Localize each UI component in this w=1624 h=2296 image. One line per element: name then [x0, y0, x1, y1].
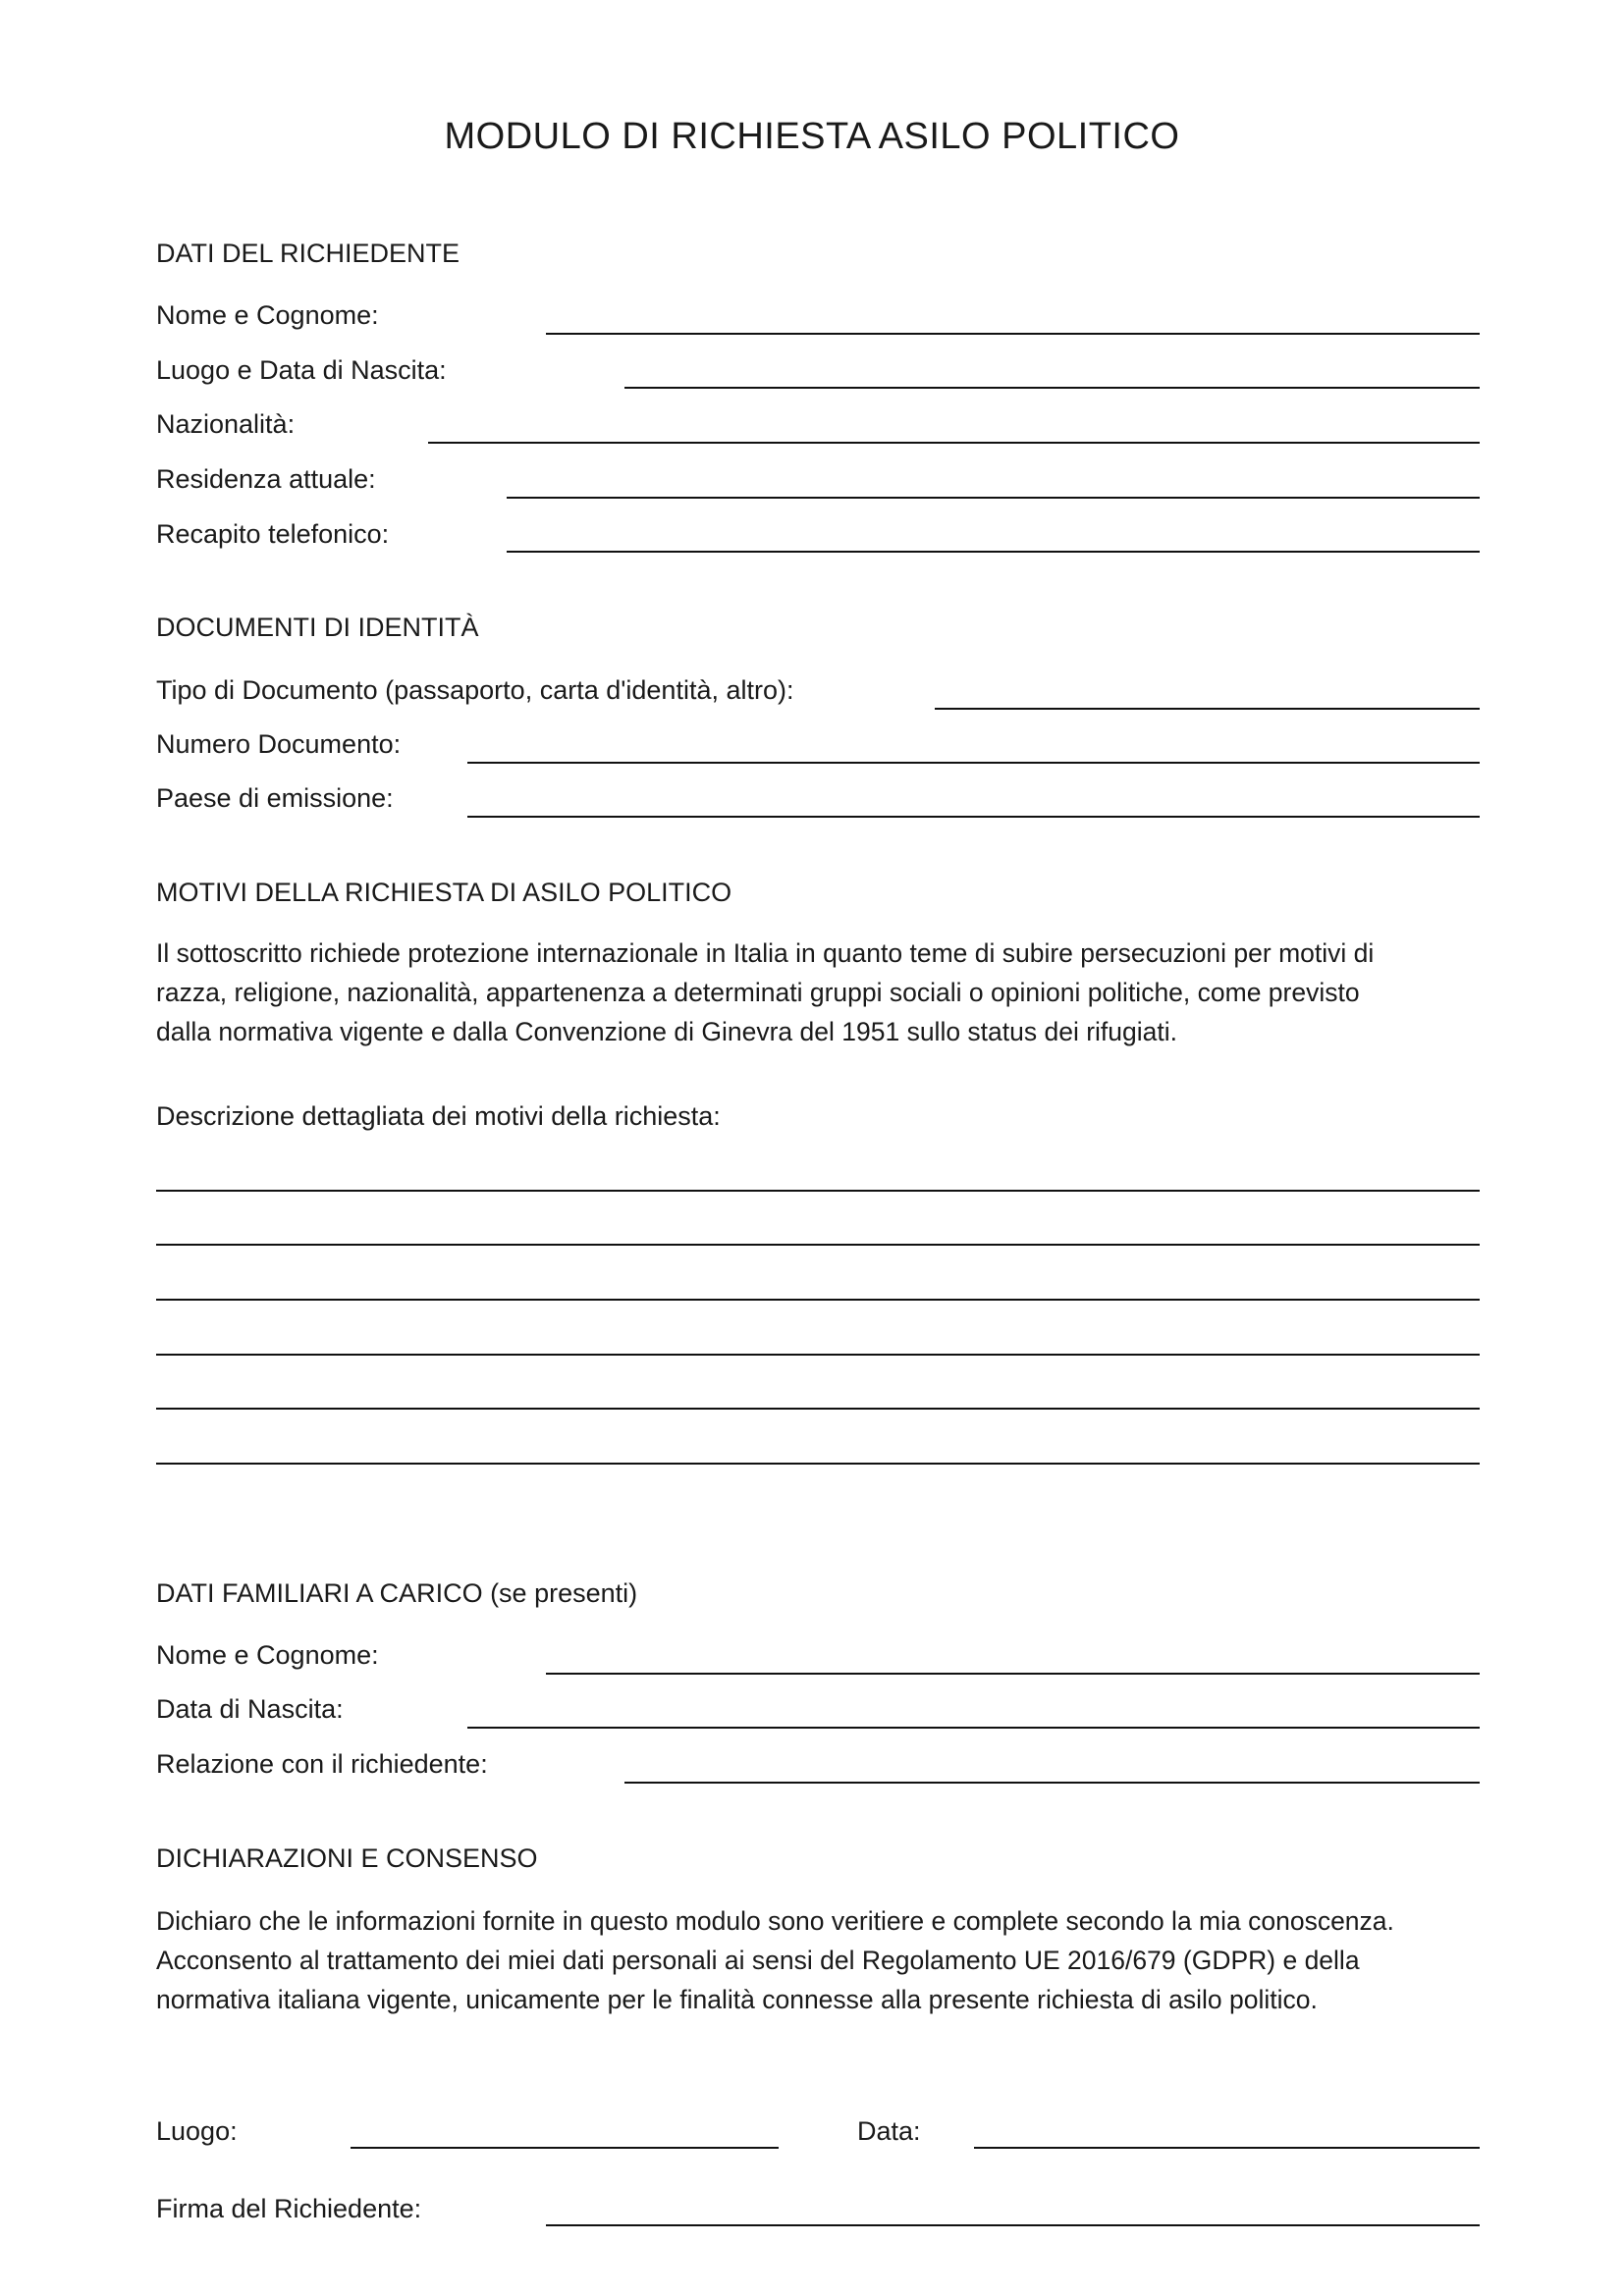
doc-type-field[interactable]	[935, 708, 1480, 710]
section-heading-family: DATI FAMILIARI A CARICO (se presenti)	[156, 1578, 638, 1608]
family-birth-date-label: Data di Nascita:	[156, 1694, 344, 1724]
description-line[interactable]	[156, 1408, 1480, 1410]
declarations-text	[156, 1901, 1501, 2019]
section-heading-identity: DOCUMENTI DI IDENTITÀ	[156, 613, 479, 642]
applicant-phone-field[interactable]	[507, 551, 1480, 553]
reasons-statement-line: razza, religione, nazionalità, appartenenza a determinati gruppi sociali o opinioni politiche, come previsto	[156, 978, 1360, 1007]
applicant-phone-label: Recapito telefonico:	[156, 519, 390, 549]
applicant-birth-label: Luogo e Data di Nascita:	[156, 355, 447, 385]
applicant-residence-label: Residenza attuale:	[156, 464, 376, 494]
signature-field[interactable]	[546, 2224, 1480, 2226]
description-line[interactable]	[156, 1299, 1480, 1301]
reasons-statement-line: dalla normativa vigente e dalla Convenzione di Ginevra del 1951 sullo status dei rifugiati.	[156, 1017, 1178, 1046]
date-field[interactable]	[974, 2147, 1480, 2149]
declarations-line: Dichiaro che le informazioni fornite in questo modulo sono veritiere e complete secondo la mia conoscenza.	[156, 1906, 1394, 1936]
declarations-line: Acconsento al trattamento dei miei dati personali ai sensi del Regolamento UE 2016/679 (GDPR) e della	[156, 1946, 1360, 1975]
issue-country-field[interactable]	[467, 816, 1480, 818]
section-heading-declarations: DICHIARAZIONI E CONSENSO	[156, 1843, 538, 1873]
place-label: Luogo:	[156, 2116, 238, 2146]
doc-number-label: Numero Documento:	[156, 729, 402, 759]
description-line[interactable]	[156, 1354, 1480, 1356]
applicant-nationality-field[interactable]	[428, 442, 1480, 444]
description-line[interactable]	[156, 1463, 1480, 1465]
doc-type-label: Tipo di Documento (passaporto, carta d'identità, altro):	[156, 675, 794, 705]
description-line[interactable]	[156, 1244, 1480, 1246]
applicant-birth-field[interactable]	[624, 387, 1480, 389]
family-name-label: Nome e Cognome:	[156, 1640, 379, 1670]
issue-country-label: Paese di emissione:	[156, 783, 394, 813]
signature-label: Firma del Richiedente:	[156, 2194, 422, 2223]
section-heading-applicant: DATI DEL RICHIEDENTE	[156, 239, 460, 268]
description-label: Descrizione dettagliata dei motivi della richiesta:	[156, 1101, 721, 1131]
applicant-name-label: Nome e Cognome:	[156, 300, 379, 330]
reasons-statement	[156, 934, 1501, 1051]
description-line[interactable]	[156, 1190, 1480, 1192]
place-field[interactable]	[351, 2147, 779, 2149]
declarations-line: normativa italiana vigente, unicamente per le finalità connesse alla presente richiesta di asilo politico.	[156, 1985, 1318, 2014]
section-heading-reasons: MOTIVI DELLA RICHIESTA DI ASILO POLITICO	[156, 878, 732, 907]
page-title: MODULO DI RICHIESTA ASILO POLITICO	[444, 116, 1180, 157]
family-name-field[interactable]	[546, 1673, 1480, 1675]
family-relation-label: Relazione con il richiedente:	[156, 1749, 488, 1779]
applicant-residence-field[interactable]	[507, 497, 1480, 499]
doc-number-field[interactable]	[467, 762, 1480, 764]
family-birth-date-field[interactable]	[467, 1727, 1480, 1729]
reasons-statement-line: Il sottoscritto richiede protezione internazionale in Italia in quanto teme di subire persecuzioni per motivi di	[156, 938, 1375, 968]
family-relation-field[interactable]	[624, 1782, 1480, 1784]
applicant-nationality-label: Nazionalità:	[156, 409, 296, 439]
date-label: Data:	[857, 2116, 921, 2146]
applicant-name-field[interactable]	[546, 333, 1480, 335]
